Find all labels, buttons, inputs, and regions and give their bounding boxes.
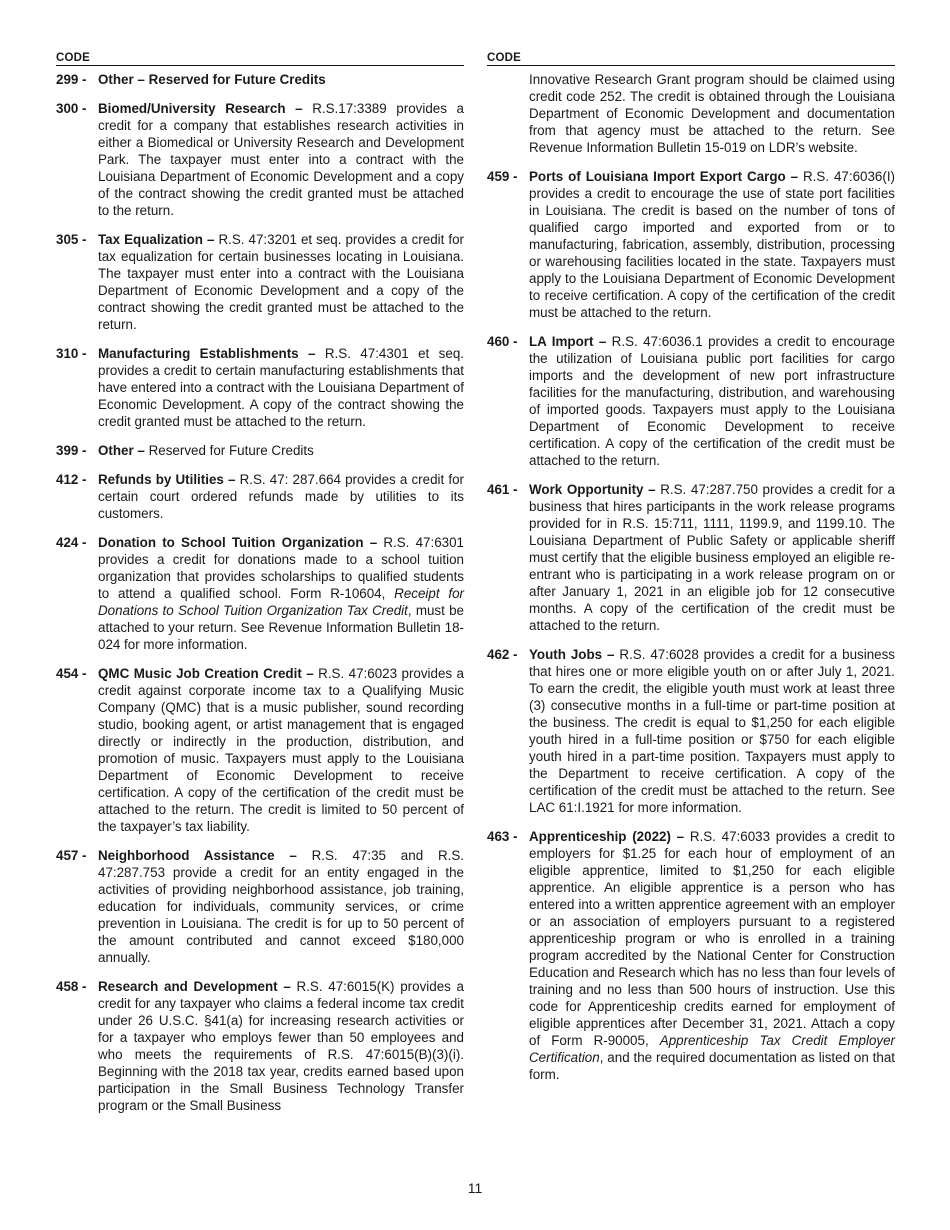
credit-code-entry: [56, 534, 464, 653]
credit-title: LA Import –: [529, 334, 607, 349]
credit-code-entry: [56, 100, 464, 219]
form-name: Receipt for Donations to School Tuition Organization Tax Credit: [98, 586, 464, 618]
credit-code: 300 -: [56, 101, 87, 116]
credit-title: Biomed/University Research –: [98, 101, 303, 116]
continued-text: Innovative Research Grant program should be claimed using credit code 252. The credit is obtained through the Louisiana Department of Economic Development and documentation from that agency must be attached to the return. See Revenue Information Bulletin 15-019 on LDR’s website.: [529, 72, 895, 155]
credit-text: R.S. 47:6036.1 provides a credit to encourage the utilization of Louisiana public port facilities for cargo imports and the development of new port infrastructure facilities for the manufacturing, distribution, and warehousing of imported goods. Taxpayers must apply to the Louisiana Department of Economic Development to receive certification. A copy of the certification of the credit must be attached to the return.: [529, 334, 895, 468]
credit-code-entry: [56, 71, 464, 88]
credit-description: [98, 442, 464, 459]
credit-code: 454 -: [56, 666, 87, 681]
credit-code-entry: [56, 847, 464, 966]
left-column: [56, 52, 464, 1126]
credit-code: 461 -: [487, 482, 518, 497]
credit-description: [529, 168, 895, 321]
credit-code-entry: [56, 345, 464, 430]
credit-code: 399 -: [56, 443, 87, 458]
credit-code: 459 -: [487, 169, 518, 184]
credit-code-entry: [56, 442, 464, 459]
credit-code: 458 -: [56, 979, 87, 994]
credit-text: R.S. 47: 287.664 provides a credit for certain court ordered refunds made by utilities to its customers.: [98, 472, 464, 521]
credit-code: 305 -: [56, 232, 87, 247]
credit-text: R.S. 47:6033 provides a credit to employers for $1.25 for each hour of employment of an eligible apprentice, limited to $1,250 for each eligible apprentice. An eligible apprentice is a person who has entered into a written apprentice agreement with an employer or an association of employers pursuant to a registered apprenticeship program or who is enrolled in a training program accredited by the National Center for Construction Education and Research which has no less than four levels of training and no less than 500 hours of instruction. Use this code for Apprenticeship credits earned for employment of eligible apprentices after December 31, 2021. Attach a copy of Form R-90005,: [529, 829, 895, 1048]
form-name: Apprenticeship Tax Credit Employer Certification: [529, 1033, 895, 1065]
credit-code: 299 -: [56, 72, 87, 87]
credit-text: R.S. 47:287.750 provides a credit for a business that hires participants in the work release programs provided for in R.S. 15:711, 1111, 1199.9, and 1199.10. The Louisiana Department of Public Safety or applicable sheriff must certify that the eligible business employed an eligible re-entrant who is participating in a work release program on or after January 1, 2021 in an eligible job for 12 consecutive months. A copy of the certification of the credit must be attached to the return.: [529, 482, 896, 633]
credit-text: , must be attached to your return. See Revenue Information Bulletin 18-024 for more information.: [98, 603, 464, 652]
right-column: [487, 52, 895, 1095]
credit-title: Other –: [98, 443, 145, 458]
credit-code-list: [56, 71, 464, 1114]
credit-code: 412 -: [56, 472, 87, 487]
credit-code-entry: [487, 646, 895, 816]
credit-code-entry: [487, 333, 895, 469]
credit-code-list: [487, 168, 895, 1083]
credit-title: Donation to School Tuition Organization –: [98, 535, 378, 550]
credit-text: R.S. 47:6028 provides a credit for a business that hires one or more eligible youth on or after July 1, 2021. To earn the credit, the eligible youth must work at least three (3) consecutive months in a full-time or part-time position at the business. The credit is equal to $1,250 for each eligible youth hired in a full-time position or $750 for each eligible youth hired in a part-time position. Taxpayers must apply to the Department to receive certification. A copy of the certification of the credit must be attached to the return. See LAC 61:I.1921 for more information.: [529, 647, 895, 815]
credit-title: Manufacturing Establishments –: [98, 346, 316, 361]
credit-description: [98, 847, 464, 966]
credit-code-entry: [487, 828, 895, 1083]
credit-description: [98, 231, 464, 333]
credit-description: [529, 828, 895, 1083]
credit-code: 463 -: [487, 829, 518, 844]
credit-description: [98, 345, 464, 430]
credit-description: [98, 534, 464, 653]
credit-code: 462 -: [487, 647, 518, 662]
credit-description: [529, 333, 895, 469]
credit-title: Youth Jobs –: [529, 647, 615, 662]
credit-text: R.S. 47:6036(I) provides a credit to encourage the use of state port facilities in Louisiana. The credit is based on the number of tons of qualified cargo imported and exported from or to manufacturing, fabrication, assembly, distribution, processing or warehousing facilities located in the state. Taxpayers must apply to the Louisiana Department of Economic Development to receive certification. A copy of the certification of the credit must be attached to the return.: [529, 169, 895, 320]
credit-title: Work Opportunity –: [529, 482, 656, 497]
credit-description: [529, 646, 895, 816]
credit-title: Neighborhood Assistance –: [98, 848, 297, 863]
credit-title: Other – Reserved for Future Credits: [98, 72, 326, 87]
credit-text: R.S. 47:6023 provides a credit against corporate income tax to a Qualifying Music Company (QMC) that is a music publisher, sound recording studio, booking agent, or artist management that is engaged directly or indirectly in the production, distribution, and promotion of music. Taxpayers must apply to the Louisiana Department of Economic Development to receive certification. A copy of the certification of the credit must be attached to the return. The credit is limited to 50 percent of the taxpayer’s tax liability.: [98, 666, 465, 834]
credit-text: Reserved for Future Credits: [144, 443, 314, 458]
credit-description: [98, 471, 464, 522]
credit-code-entry: [487, 168, 895, 321]
credit-title: Refunds by Utilities –: [98, 472, 236, 487]
page-number: 11: [467, 1180, 483, 1196]
credit-code-entry: [56, 231, 464, 333]
credit-text: R.S. 47:6015(K) provides a credit for any taxpayer who claims a federal income tax credit under 26 U.S.C. §41(a) for increasing research activities or for a taxpayer who employs fewer than 50 employees and who meets the requirements of R.S. 47:6015(B)(3)(i). Beginning with the 2018 tax year, credits earned based upon participation in the Small Business Technology Transfer program or the Small Business: [98, 979, 464, 1113]
credit-text: R.S. 47:35 and R.S. 47:287.753 provide a credit for an entity engaged in the activities of providing neighborhood assistance, job training, education for individuals, community services, or crime prevention in Louisiana. The credit is for up to 50 percent of the amount contributed and cannot exceed $180,000 annually.: [98, 848, 464, 965]
credit-code: 460 -: [487, 334, 518, 349]
credit-title: Research and Development –: [98, 979, 291, 994]
column-header: CODE: [56, 52, 464, 66]
credit-text: R.S.17:3389 provides a credit for a company that establishes research activities in either a Biomedical or University Research and Development Park. The taxpayer must enter into a contract with the Louisiana Department of Economic Development and a copy of the contract showing the credit granted must be attached to the return.: [98, 101, 464, 218]
credit-description: [98, 665, 464, 835]
column-header: CODE: [487, 52, 895, 66]
credit-code-entry: [56, 665, 464, 835]
credit-text: R.S. 47:3201 et seq. provides a credit for tax equalization for certain businesses locating in Louisiana. The taxpayer must enter into a contract with the Louisiana Department of Economic Development and a copy of the contract showing the credit granted must be attached to the return.: [98, 232, 464, 332]
credit-title: Ports of Louisiana Import Export Cargo –: [529, 169, 799, 184]
credit-title: Apprenticeship (2022) –: [529, 829, 685, 844]
credit-description: [529, 481, 895, 634]
credit-description: [98, 71, 464, 88]
credit-title: Tax Equalization –: [98, 232, 215, 247]
credit-code-entry: [56, 471, 464, 522]
credit-text: R.S. 47:4301 et seq. provides a credit to certain manufacturing establishments that have entered into a contract with the Louisiana Department of Economic Development. A copy of the contract showing the credit granted must be attached to the return.: [98, 346, 464, 429]
credit-title: QMC Music Job Creation Credit –: [98, 666, 314, 681]
credit-code: 424 -: [56, 535, 87, 550]
credit-description: [98, 100, 464, 219]
credit-code: 457 -: [56, 848, 87, 863]
credit-code: 310 -: [56, 346, 87, 361]
credit-text: , and the required documentation as listed on that form.: [529, 1050, 895, 1082]
credit-description: [98, 978, 464, 1114]
credit-text: R.S. 47:6301 provides a credit for donations made to a school tuition organization that provides scholarships to qualified students to attend a qualified school. Form R-10604,: [98, 535, 464, 601]
credit-code-entry: [56, 978, 464, 1114]
credit-code-entry: [487, 481, 895, 634]
